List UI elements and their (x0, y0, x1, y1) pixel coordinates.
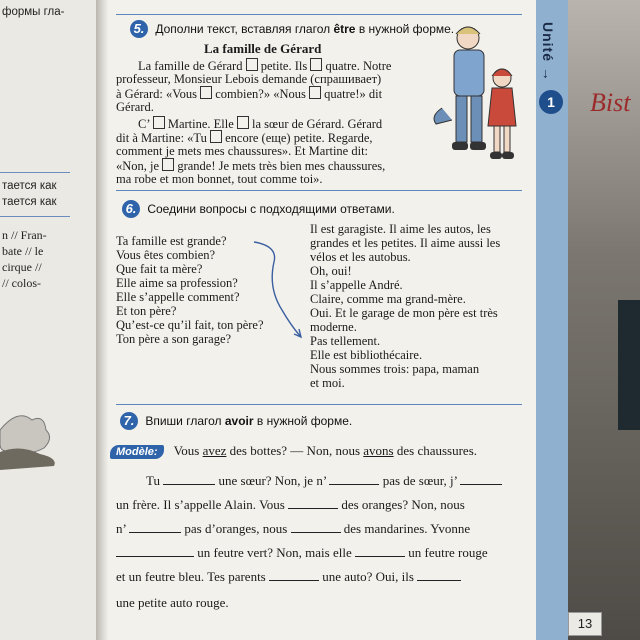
exercise5-instruction: Дополни текст, вставляя глагол être в нужной форме. (155, 22, 455, 36)
answer-blank[interactable] (288, 498, 338, 509)
page-number: 13 (568, 612, 602, 636)
answer-box[interactable] (210, 130, 222, 143)
exercise7-header (120, 412, 352, 430)
answer-list (310, 222, 500, 390)
divider (0, 172, 70, 173)
answer-box[interactable] (200, 86, 212, 99)
book-gutter (96, 0, 108, 640)
left-fragment: bate // le (2, 244, 44, 258)
exercise6-instruction: Соедини вопросы с подходящими ответами. (147, 202, 395, 216)
answer-item[interactable]: Oui. Et le garage de mon père est très (310, 306, 498, 320)
exercise7-line: n’ pas d’oranges, nous des mandarines. Yvonne (116, 521, 471, 536)
answer-blank[interactable] (269, 570, 319, 581)
answer-item[interactable]: Oh, oui! (310, 264, 352, 278)
exercise7-line: un feutre vert? Non, mais elle un feutre rouge (116, 546, 488, 560)
blackboard (618, 300, 640, 430)
handwritten-arrow (248, 238, 310, 342)
exercise5-line: professeur, Monsieur Lebois demande (спрашивает) (116, 72, 382, 86)
left-fragment: тается как (2, 196, 57, 208)
model-sentence: Modèle: Vous avez des bottes? — Non, nous avons des chaussures. (110, 444, 477, 459)
answer-item[interactable]: Il est garagiste. Il aime les autos, les (310, 222, 491, 236)
answer-box[interactable] (246, 58, 258, 71)
exercise7-number: 7. (120, 412, 138, 430)
ink-stain-illustration (0, 400, 60, 470)
divider (116, 190, 522, 191)
left-fragment: тается как (2, 180, 57, 192)
answer-box[interactable] (153, 116, 165, 129)
question-item[interactable]: Elle aime sa profession? (116, 276, 238, 290)
answer-blank[interactable] (163, 474, 215, 485)
answer-blank[interactable] (291, 522, 341, 533)
bistro-sign: Bist (590, 88, 631, 117)
question-item[interactable]: Qu’est-ce qu’il fait, ton père? (116, 318, 264, 332)
exercise6-header (122, 200, 395, 218)
left-page (0, 0, 96, 640)
question-item[interactable]: Ta famille est grande? (116, 234, 227, 248)
question-item[interactable]: Ton père a son garage? (116, 332, 232, 346)
divider (116, 404, 522, 405)
answer-blank[interactable] (129, 522, 181, 533)
answer-blank[interactable] (460, 474, 502, 485)
arrow-icon: → (540, 66, 556, 82)
answer-item[interactable]: Nous sommes trois: papa, maman (310, 362, 480, 376)
answer-blank[interactable] (355, 546, 405, 557)
exercise5-line: «Non, je grande! Je mets très bien mes chaussures, (116, 159, 386, 173)
exercise5-line: dit à Martine: «Tu encore (еще) petite. Regarde, (116, 131, 373, 145)
exercise5-number: 5. (130, 20, 148, 38)
exercise7-line: et un feutre bleu. Tes parents une auto? Oui, ils (116, 570, 461, 584)
left-fragment: cirque // (2, 260, 42, 274)
exercise5-line: C’ Martine. Elle la sœur de Gérard. Gérard (138, 117, 383, 131)
left-fragment: формы гла- (2, 6, 65, 18)
answer-item[interactable]: et moi. (310, 376, 345, 390)
answer-item[interactable]: Il s’appelle André. (310, 278, 403, 292)
left-fragment: // colos- (2, 276, 41, 290)
answer-blank[interactable] (417, 570, 461, 581)
lesson-number-badge: 1 (539, 90, 563, 114)
answer-blank[interactable] (116, 546, 194, 557)
exercise5-line: La famille de Gérard petite. Ils quatre. Notre (138, 59, 392, 73)
answer-box[interactable] (237, 116, 249, 129)
answer-item[interactable]: Claire, comme ma grand-mère. (310, 292, 466, 306)
exercise5-title: La famille de Gérard (204, 41, 322, 56)
model-badge: Modèle: (110, 445, 164, 459)
divider (116, 14, 522, 15)
textbook-page (108, 0, 536, 640)
question-item[interactable]: Elle s’appelle comment? (116, 290, 240, 304)
unit-label: Unité → (540, 22, 556, 82)
exercise5-line: à Gérard: «Vous combien?» «Nous quatre!» dit (116, 87, 383, 101)
boy-and-girl-illustration (428, 20, 524, 168)
question-item[interactable]: Que fait ta mère? (116, 262, 203, 276)
answer-item[interactable]: vélos et les autobus. (310, 250, 411, 264)
question-list (116, 234, 264, 346)
exercise5-line: Gérard. (116, 100, 154, 114)
divider (0, 216, 70, 217)
exercise7-line: Tu une sœur? Non, je n’ pas de sœur, j’ (146, 474, 502, 488)
answer-item[interactable]: moderne. (310, 320, 357, 334)
exercise7-line: un frère. Il s’appelle Alain. Vous des oranges? Non, nous (116, 497, 465, 512)
answer-item[interactable]: Elle est bibliothécaire. (310, 348, 423, 362)
exercise7-instruction: Впиши глагол avoir в нужной форме. (145, 414, 353, 428)
answer-blank[interactable] (329, 474, 379, 485)
answer-box[interactable] (162, 158, 174, 171)
exercise5-header (130, 20, 454, 38)
question-item[interactable]: Vous êtes combien? (116, 248, 216, 262)
exercise7-line: une petite auto rouge. (116, 595, 229, 610)
exercise6-number: 6. (122, 200, 140, 218)
exercise5-line: ma robe et mon bonnet, tout comme toi». (116, 172, 323, 186)
answer-box[interactable] (309, 86, 321, 99)
left-fragment: n // Fran- (2, 228, 47, 242)
answer-box[interactable] (310, 58, 322, 71)
exercise5-line: comment je mets mes chaussures». Et Martine dit: (116, 144, 369, 158)
question-item[interactable]: Et ton père? (116, 304, 177, 318)
answer-item[interactable]: grandes et les petites. Il aime aussi les (310, 236, 501, 250)
answer-item[interactable]: Pas tellement. (310, 334, 381, 348)
